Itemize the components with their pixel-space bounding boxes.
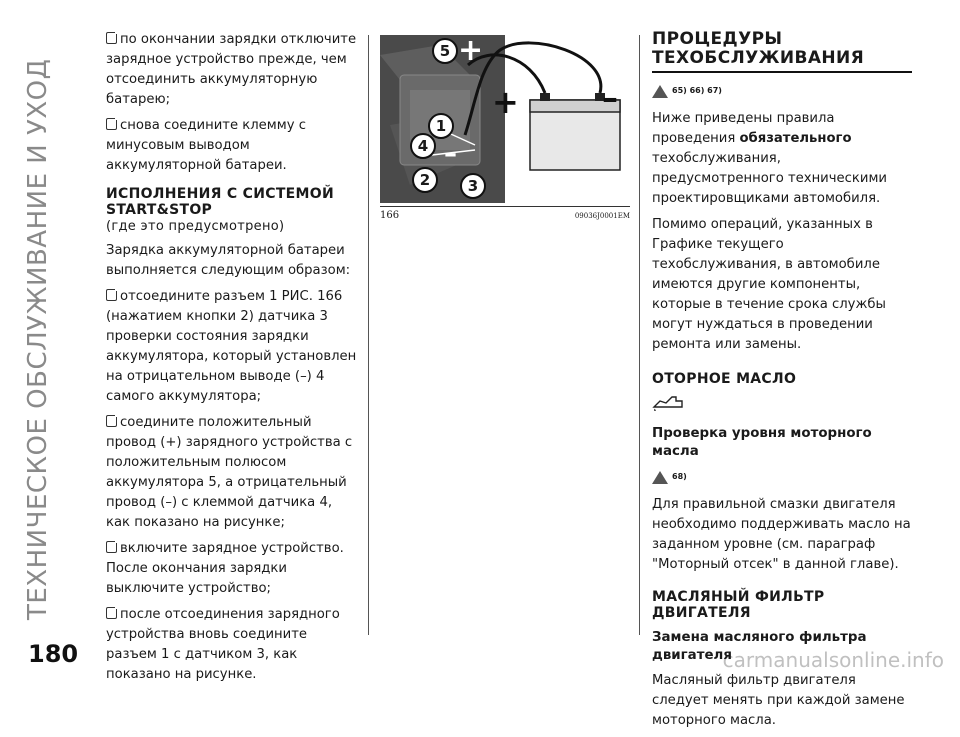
heading-oil-filter: МАСЛЯНЫЙ ФИЛЬТР ДВИГАТЕЛЯ: [652, 589, 825, 621]
bullet-icon: [106, 118, 117, 130]
step-disconnect-connector: отсоедините разъем 1 РИС. 166 (нажатием кнопки 2) датчика 3 проверки состояния зарядки аккумулятора, который установлен на отрицательном выводе (–) 4 самого аккумулятора;: [106, 289, 357, 404]
step-reconnect-terminal: снова соедините клемму с минусовым выводом аккумуляторной батареи.: [106, 118, 306, 173]
step-reconnect-connector: после отсоединения зарядного устройства вновь соедините разъем 1 с датчиком 3, как показано на рисунке.: [106, 607, 340, 682]
plus-sign-charger: +: [492, 83, 519, 121]
watermark: carmanualsonline.info: [722, 648, 944, 672]
subheading-replace-filter: Замена масляного фильтра двигателя: [652, 630, 867, 663]
figure-number: 166: [380, 210, 400, 221]
step-switch-on: включите зарядное устройство.: [106, 539, 358, 559]
minus-sign-charger: –: [602, 79, 618, 117]
bullet-icon: [106, 607, 117, 619]
right-column: [652, 30, 912, 737]
subheading-check-oil: Проверка уровня моторного масла: [652, 426, 872, 459]
oil-can-icon: [652, 393, 912, 417]
left-column: [106, 30, 358, 691]
column-divider: [368, 35, 369, 635]
heading-engine-oil: ОТОРНОЕ МАСЛО: [652, 371, 797, 387]
section-title-maintenance: ПРОЦЕДУРЫ ТЕХОБСЛУЖИВАНИЯ: [652, 30, 912, 73]
warning-refs: 68): [652, 467, 912, 487]
paragraph-intro: Зарядка аккумуляторной батареи выполняется следующим образом:: [106, 243, 351, 278]
callout-2: 2: [412, 167, 438, 193]
callout-4: 4: [410, 133, 436, 159]
warning-triangle-icon: [652, 471, 668, 484]
callout-1: 1: [428, 113, 454, 139]
bullet-icon: [106, 541, 117, 553]
figure-code: 09036J0001EM: [574, 212, 630, 220]
paragraph-maintenance-rules: Ниже приведены правила проведения обязательного техобслуживания, предусмотренного техническими проектировщиками автомобиля.: [652, 111, 887, 206]
chapter-title-text: ТЕХНИЧЕСКОЕ ОБСЛУЖИВАНИЕ И УХОД: [23, 58, 53, 620]
section-heading-start-stop: ИСПОЛНЕНИЯ С СИСТЕМОЙ START&STOP (где это предусмотрено): [106, 186, 334, 234]
paragraph-filter-replace: Масляный фильтр двигателя следует менять при каждой замене моторного масла.: [652, 673, 905, 728]
column-divider: [639, 35, 640, 635]
bullet-icon: [106, 289, 117, 301]
bullet-icon: [106, 32, 117, 44]
step-connect-wires: соедините положительный провод (+) зарядного устройства с положительным полюсом аккумулятора 5, а отрицательный провод (–) с клеммой датчика 4, как показано на рисунке;: [106, 415, 353, 530]
callout-5: 5: [432, 38, 458, 64]
paragraph-oil-level: Для правильной смазки двигателя необходимо поддерживать масло на заданном уровне (см. параграф "Моторный отсек" в данной главе).: [652, 497, 911, 572]
callout-3: 3: [460, 173, 486, 199]
paragraph-after-charging: После окончания зарядки выключите устройство;: [106, 561, 287, 596]
battery-figure: [380, 35, 630, 203]
plus-sign: +: [458, 35, 484, 68]
warning-refs: 65) 66) 67): [652, 81, 912, 101]
chapter-side-title: [8, 20, 68, 620]
figure-caption-rule: [380, 206, 630, 207]
page-number: 180: [28, 640, 79, 668]
heading-note: (где это предусмотрено): [106, 219, 285, 234]
warning-triangle-icon: [652, 85, 668, 98]
bullet-icon: [106, 415, 117, 427]
paragraph-other-components: Помимо операций, указанных в Графике текущего техобслуживания, в автомобиле имеются другие компоненты, которые в течение срока службы могут нуждаться в проведении ремонта или замены.: [652, 217, 886, 352]
step-disconnect-charger: по окончании зарядки отключите зарядное устройство прежде, чем отсоединить аккумуляторную батарею;: [106, 32, 357, 107]
minus-sign: –: [444, 139, 457, 169]
